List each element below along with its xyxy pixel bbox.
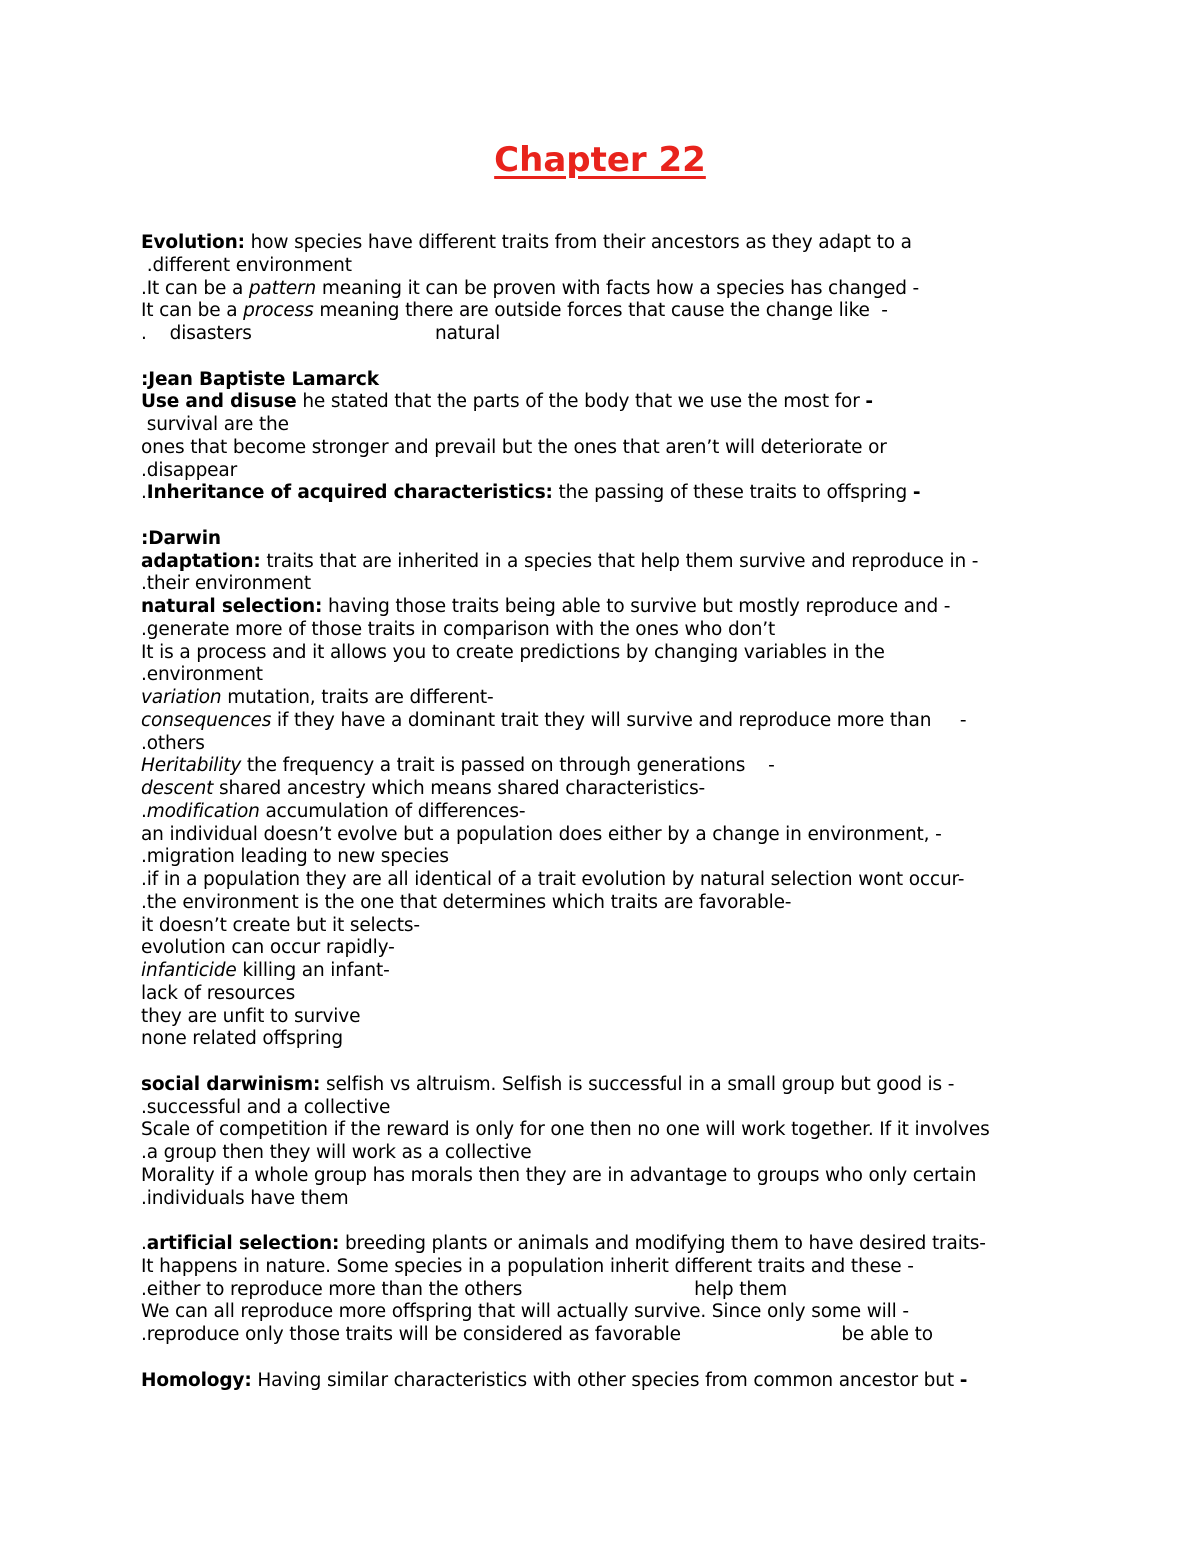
text-line — [141, 1006, 1091, 1029]
text-line — [141, 596, 1091, 619]
italic-term: descent — [141, 778, 214, 799]
line-text: .others — [141, 732, 205, 754]
bold-term: artificial selection: — [146, 1233, 340, 1254]
line-text: It is a process and it allows you to create predictions by changing variables in the — [141, 641, 885, 663]
text-line — [141, 300, 1091, 323]
line-text: . — [141, 1233, 147, 1254]
line-text: evolution can occur rapidly- — [141, 937, 395, 959]
text-line — [141, 664, 1091, 687]
bold-term: Use and disuse — [141, 391, 297, 413]
text-line — [141, 255, 1091, 278]
line-text: . — [141, 800, 147, 822]
text-line — [141, 414, 1091, 437]
text-line — [141, 1074, 1091, 1097]
bold-term: :Darwin — [141, 527, 221, 549]
italic-term: Heritability — [141, 755, 242, 777]
text-line — [141, 960, 1091, 983]
line-text: .if in a population they are all identical of a trait evolution by natural selection wont occur- — [141, 869, 965, 890]
bold-term: Evolution: — [141, 232, 245, 253]
line-text: the frequency a trait is passed on through generations - — [241, 755, 775, 777]
bold-term: adaptation: — [141, 550, 261, 572]
line-text: killing an infant- — [236, 960, 390, 981]
text-line — [141, 1119, 1091, 1142]
text-line — [141, 232, 1091, 255]
bold-term: - — [865, 391, 873, 413]
text-line — [141, 755, 1091, 778]
text-line — [141, 915, 1091, 938]
text-line — [141, 1324, 1091, 1347]
text-line — [141, 1188, 1091, 1211]
line-text: .individuals have them — [141, 1187, 349, 1209]
text-line — [141, 937, 1091, 960]
text-line — [141, 687, 1091, 710]
bold-term: Homology: — [141, 1369, 252, 1391]
bold-term: Inheritance of acquired characteristics: — [146, 482, 553, 504]
line-text: ones that become stronger and prevail but the ones that aren’t will deteriorate or — [141, 436, 887, 458]
blank-line — [141, 505, 1091, 528]
italic-term: infanticide — [141, 960, 237, 981]
text-line — [141, 983, 1091, 1006]
line-text: if they have a dominant trait they will survive and reproduce more than - — [271, 709, 967, 731]
text-line — [141, 1370, 1091, 1393]
line-text: It can be a — [141, 300, 244, 322]
line-text: .different environment — [141, 254, 352, 276]
italic-term: consequences — [141, 709, 272, 731]
text-line — [141, 778, 1091, 801]
line-text: shared ancestry which means shared characteristics- — [213, 778, 706, 799]
text-line — [141, 801, 1091, 824]
line-text: .a group then they will work as a collective — [141, 1142, 532, 1163]
italic-term: modification — [146, 800, 260, 822]
line-text: .It can be a — [141, 277, 249, 299]
text-line — [141, 278, 1091, 301]
text-line — [141, 551, 1091, 574]
bold-term: - — [959, 1369, 968, 1391]
line-text: .migration leading to new species — [141, 846, 449, 868]
text-line — [141, 391, 1091, 414]
line-text: having those traits being able to survive but mostly reproduce and - — [322, 596, 951, 617]
text-line — [141, 482, 1091, 505]
bold-term: social darwinism: — [141, 1073, 321, 1095]
blank-line — [141, 1210, 1091, 1233]
blank-line — [141, 346, 1091, 369]
line-text: meaning it can be proven with facts how a species has changed - — [316, 277, 920, 299]
text-line — [141, 1028, 1091, 1051]
text-line — [141, 1279, 1091, 1302]
text-line — [141, 869, 1091, 892]
text-line — [141, 1097, 1091, 1120]
line-text: . — [141, 482, 147, 504]
italic-term: process — [243, 300, 314, 322]
line-text: breeding plants or animals and modifying them to have desired traits- — [339, 1233, 986, 1254]
bold-term: :Jean Baptiste Lamarck — [141, 368, 379, 390]
line-text: accumulation of differences- — [259, 800, 526, 822]
text-line — [141, 733, 1091, 756]
line-text: .the environment is the one that determines which traits are favorable- — [141, 891, 792, 913]
line-text: .successful and a collective — [141, 1096, 391, 1118]
line-text: lack of resources — [141, 982, 296, 1004]
blank-line — [141, 1347, 1091, 1370]
text-line — [141, 460, 1091, 483]
line-text: meaning there are outside forces that cause the change like - — [313, 300, 888, 322]
line-text: Scale of competition if the reward is only for one then no one will work together. If it involves — [141, 1119, 990, 1141]
line-text: how species have different traits from their ancestors as they adapt to a — [244, 232, 912, 253]
text-line — [141, 710, 1091, 733]
text-line — [141, 528, 1091, 551]
line-text: .reproduce only those traits will be considered as favorable be able to — [141, 1324, 933, 1345]
line-text: It happens in nature. Some species in a population inherit different traits and these - — [141, 1255, 914, 1277]
document-body — [141, 232, 1091, 1392]
line-text: none related offspring — [141, 1028, 343, 1050]
line-text: .generate more of those traits in comparison with the ones who don’t — [141, 618, 776, 640]
line-text: it doesn’t create but it selects- — [141, 914, 420, 936]
text-line — [141, 1165, 1091, 1188]
line-text: .their environment — [141, 573, 311, 595]
line-text: Having similar characteristics with other species from common ancestor but — [251, 1369, 960, 1391]
line-text: traits that are inherited in a species that help them survive and reproduce in - — [260, 550, 979, 572]
text-line — [141, 573, 1091, 596]
blank-line — [141, 1051, 1091, 1074]
line-text: survival are the — [141, 414, 289, 435]
line-text: they are unfit to survive — [141, 1005, 361, 1027]
bold-term: natural selection: — [141, 596, 323, 617]
text-line — [141, 846, 1091, 869]
text-line — [141, 892, 1091, 915]
line-text: the passing of these traits to offspring — [552, 482, 913, 504]
text-line — [141, 1256, 1091, 1279]
text-line — [141, 369, 1091, 392]
text-line — [141, 642, 1091, 665]
line-text: . disasters natural — [141, 323, 501, 344]
page-title: Chapter 22 — [494, 140, 706, 180]
line-text: mutation, traits are different- — [221, 687, 494, 708]
text-line — [141, 437, 1091, 460]
line-text: We can all reproduce more offspring that will actually survive. Since only some will - — [141, 1301, 909, 1323]
line-text: .environment — [141, 664, 263, 686]
italic-term: pattern — [248, 277, 317, 299]
line-text: an individual doesn’t evolve but a population does either by a change in environment, - — [141, 823, 942, 845]
text-line — [141, 1233, 1091, 1256]
text-line — [141, 1142, 1091, 1165]
line-text: selfish vs altruism. Selfish is successful in a small group but good is - — [320, 1073, 955, 1095]
text-line — [141, 619, 1091, 642]
line-text: .disappear — [141, 459, 238, 481]
line-text: Morality if a whole group has morals then they are in advantage to groups who only certain — [141, 1164, 977, 1186]
bold-term: - — [912, 482, 921, 504]
text-line — [141, 1301, 1091, 1324]
text-line — [141, 824, 1091, 847]
line-text: .either to reproduce more than the others help them — [141, 1278, 788, 1300]
line-text: he stated that the parts of the body that we use the most for — [296, 391, 866, 413]
text-line — [141, 323, 1091, 346]
italic-term: variation — [141, 687, 222, 708]
